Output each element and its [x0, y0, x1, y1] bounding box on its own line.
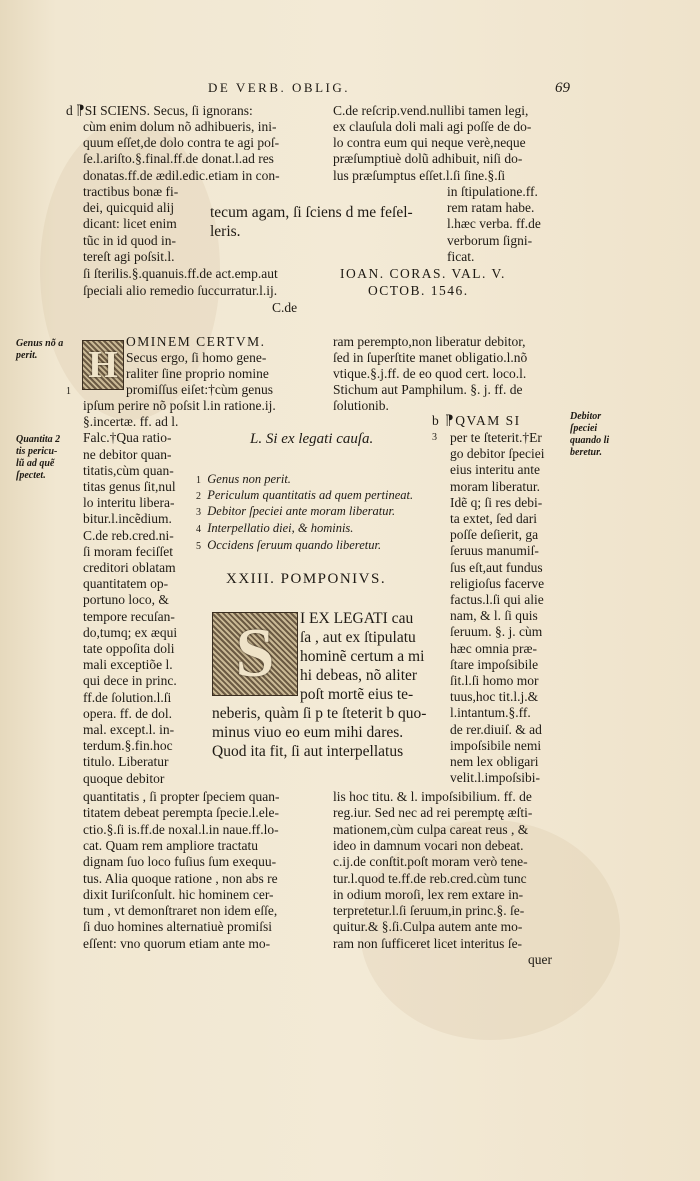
- text-line: do,tumq; ex æqui: [83, 624, 178, 640]
- text-line: l.intantum.§.ff.: [450, 705, 531, 721]
- lex-line: neberis, quàm ſi p te ſteterit b quo-: [212, 705, 427, 722]
- text-line: C.de reſcrip.vend.nullibi tamen legi,: [333, 103, 529, 118]
- inset-line: tecum agam, ſi ſciens d me feſel-: [210, 204, 413, 221]
- text-line: ipſum perire nõ poſsit l.in ratione.ij.: [83, 398, 276, 413]
- text-line: ex clauſula doli mali agi poſſe de do-: [333, 119, 532, 134]
- text-line: ſpeciali alio remedio ſuccurratur.l.ij.: [83, 283, 278, 298]
- text-line: quer: [528, 952, 552, 967]
- text-line: bitur.l.incẽdium.: [83, 511, 172, 527]
- text-line: præſumptiuè dolũ adhibuit, niſi do-: [333, 151, 523, 166]
- text-line: poſſe deſierit, ga: [450, 527, 539, 543]
- margin-note-number: 1: [66, 386, 71, 397]
- text-line: ff.de ſolution.l.ſi: [83, 689, 172, 705]
- text-line: ſeruum. §. j. cùm: [450, 624, 543, 640]
- text-line: c.ij.de conſtit.poſt moram verò tene-: [333, 854, 528, 870]
- margin-note-quantity: tis pericu-: [16, 446, 58, 457]
- lex-line: hominẽ certum a mi: [300, 648, 425, 665]
- text-line: nam, & l. ſi quis: [450, 608, 538, 624]
- page-number: 69: [555, 80, 570, 96]
- text-line: cùm enim dolum nõ adhibueris, ini-: [83, 119, 277, 134]
- text-line: quantitatem op-: [83, 576, 169, 592]
- text-line: ſolutionib.: [333, 398, 389, 413]
- text-line: tempore recuſan-: [83, 608, 175, 624]
- text-line: quitur.& §.ſi.Culpa autem ante mo-: [333, 919, 523, 935]
- decorated-initial-h: [82, 340, 124, 390]
- text-line: dei, quicquid alij: [83, 200, 175, 215]
- text-line: tereſt agi poſsit.l.: [83, 249, 175, 264]
- text-line: dignam ſuo loco fuſius ſum exequu-: [83, 854, 277, 870]
- commentary-head: b ⁋QVAM SI: [432, 413, 521, 428]
- text-line: raliter ſine proprio nomine: [126, 366, 269, 381]
- text-line: nem lex obligari: [450, 754, 539, 769]
- text-line: ſus eſt,aut fundus: [450, 559, 543, 575]
- text-line: C.de reb.cred.ni-: [83, 527, 174, 543]
- text-line: velit.l.impoſsibi-: [450, 770, 540, 786]
- text-line: ideo in damnum vocari non debeat.: [333, 837, 524, 853]
- lex-line: I EX LEGATI cau: [300, 610, 414, 627]
- text-line: verborum ſigni-: [447, 233, 533, 248]
- summary-item: 1 Genus non perit.: [196, 472, 291, 486]
- text-line: quoque debitor: [83, 770, 165, 786]
- text-line: terdum.§.fin.hoc: [83, 738, 173, 754]
- text-line: tate oppoſita doli: [83, 641, 175, 656]
- lex-line: ſa , aut ex ſtipulatu: [300, 629, 416, 646]
- text-line: ta extet, ſed dari: [450, 511, 537, 526]
- text-line: terpretetur.l.ſi ſeruum,in princ.§. ſe-: [333, 903, 525, 919]
- text-line: donatas.ff.de ædil.edic.etiam in con-: [83, 168, 280, 183]
- text-line: per te ſteterit.†Er: [450, 430, 542, 445]
- text-line: titatem debeat perempta ſpecie.l.ele-: [83, 805, 280, 821]
- margin-note-debitor: ſpeciei: [570, 423, 598, 434]
- text-line: moram liberatur.: [450, 478, 540, 494]
- text-line: tus. Alia quoque ratione , non abs re: [83, 870, 278, 886]
- section-title: XXIII. POMPONIVS.: [226, 571, 387, 587]
- text-line: l.hæc verba. ff.de: [447, 216, 541, 231]
- margin-note-quantity: Quantita 2: [16, 434, 61, 445]
- text-line: tuus,hoc tit.l.j.&: [450, 689, 539, 705]
- commentary-number: 3: [432, 432, 437, 443]
- text-line: tractibus bonæ fi-: [83, 184, 179, 199]
- margin-note-debitor: beretur.: [570, 447, 602, 458]
- text-line: tum , vt demonſtraret non idem eſſe,: [83, 903, 278, 919]
- text-line: de rer.diuiſ. & ad: [450, 721, 542, 737]
- margin-note-quantity: ſpectet.: [16, 470, 46, 481]
- text-line: quum eſſet,de dolo contra te agi poſ-: [83, 135, 280, 150]
- running-head: DE VERB. OBLIG.: [208, 80, 350, 95]
- summary-item: 3 Debitor ſpeciei ante moram liberatur.: [196, 504, 396, 518]
- margin-note-debitor: quando li: [570, 435, 610, 446]
- signature-line: OCTOB. 1546.: [368, 283, 469, 298]
- text-line: lo contra eum qui neque verè,neque: [333, 135, 526, 150]
- text-line: titulo. Liberatur: [83, 754, 169, 770]
- margin-note-quantity: lũ ad quẽ: [16, 458, 55, 469]
- text-line: impoſsibile nemi: [450, 737, 542, 753]
- text-line: Falc.†Qua ratio-: [83, 430, 172, 446]
- text-line: tur.l.quod te.ff.de reb.cred.cùm tunc: [333, 870, 527, 886]
- text-line: lo interitu libera-: [83, 495, 175, 511]
- lex-title: L. Si ex legati cauſa.: [250, 431, 374, 447]
- text-line: ficat.: [447, 249, 475, 264]
- text-line: ctio.§.ſi is.ff.de noxal.l.in naue.ff.lo-: [83, 821, 279, 837]
- text-line: ne debitor quan-: [83, 446, 172, 462]
- text-line: lus præſumptus eſſet.l.ſi ſine.§.ſi: [333, 168, 506, 183]
- text-line: lis hoc titu. & l. impoſsibilium. ff. de: [333, 789, 532, 804]
- text-line: creditori oblatam: [83, 560, 176, 575]
- text-line: ram perempto,non liberatur debitor,: [333, 334, 526, 349]
- text-line: dicant: licet enim: [83, 216, 177, 231]
- text-line: reg.iur. Sed nec ad rei peremptę æſti-: [333, 805, 533, 821]
- signature-line: IOAN. CORAS. VAL. V.: [340, 266, 506, 281]
- initial-letter: H: [88, 344, 118, 386]
- text-line: ſi ſterilis.§.quanuis.ff.de act.emp.aut: [83, 266, 278, 281]
- text-line: ſi duo homines alternatiuè promiſsi: [83, 919, 272, 935]
- text-line: d ⁋SI SCIENS. Secus, ſi ignorans:: [66, 103, 253, 118]
- text-line: ſtare impoſsibile: [450, 656, 539, 672]
- text-line: dixit Iuriſconſult. hic hominem cer-: [83, 886, 274, 902]
- text-line: in odium moroſi, lex rem extare in-: [333, 886, 524, 902]
- text-line: ram non ſufficeret licet interitus ſe-: [333, 935, 523, 951]
- text-line: quantitatis , ſi propter ſpeciem quan-: [83, 789, 280, 804]
- summary-item: 2 Periculum quantitatis ad quem pertineat.: [196, 488, 414, 502]
- text-line: Secus ergo, ſi homo gene-: [126, 350, 267, 365]
- lex-line: minus viuo eo eum mihi dares.: [212, 724, 404, 741]
- lex-line: poſt mortẽ eius te-: [300, 686, 414, 703]
- text-line: religioſus facerve: [450, 575, 545, 591]
- text-line: §.incertæ. ff. ad l.: [83, 414, 179, 430]
- text-line: mal. except.l. in-: [83, 722, 175, 737]
- lex-line: Quod ita fit, ſi aut interpellatus: [212, 743, 404, 760]
- text-line: ſed in ſuperſtite manet obligatio.l.nõ: [333, 350, 528, 365]
- text-line: portuno loco, &: [83, 592, 169, 608]
- text-line: ſit.l.ſi homo mor: [450, 673, 539, 688]
- text-line: cat. Quam rem ampliore tractatu: [83, 837, 259, 853]
- text-line: eſſent: vno quorum etiam ante mo-: [83, 935, 271, 951]
- text-line: mali exceptiõe l.: [83, 657, 173, 673]
- initial-letter: S: [235, 615, 275, 692]
- text-line: ſi moram feciſſet: [83, 543, 173, 559]
- text-line: opera. ff. de dol.: [83, 705, 172, 721]
- summary-item: 5 Occidens ſeruum quando liberetur.: [196, 538, 382, 552]
- margin-note-genus: Genus nõ a: [16, 338, 64, 349]
- text-line: factus.l.ſi qui alie: [450, 592, 544, 607]
- text-line: eius interitu ante: [450, 462, 540, 478]
- margin-note-genus: perit.: [16, 350, 38, 361]
- text-line: OMINEM CERTVM.: [126, 334, 266, 349]
- text-line: rem ratam habe.: [447, 200, 535, 215]
- text-line: ſe.l.ariſto.§.final.ff.de donat.l.ad res: [83, 151, 274, 166]
- text-line: mationem,cùm culpa careat reus , &: [333, 821, 529, 837]
- text-line: vtique.§.j.ff. de eo quod cert. loco.l.: [333, 366, 527, 381]
- text-line: in ſtipulatione.ff.: [447, 184, 538, 199]
- text-line: promiſſus eiſet:†cùm genus: [126, 382, 273, 397]
- text-line: qui dece in princ.: [83, 673, 177, 689]
- summary-item: 4 Interpellatio diei, & hominis.: [196, 521, 354, 535]
- text-line: C.de: [272, 300, 298, 315]
- inset-line: leris.: [210, 223, 241, 240]
- text-line: Idẽ q; ſi res debi-: [450, 494, 543, 510]
- text-line: titas genus ſit,nul: [83, 479, 176, 494]
- decorated-initial-s: [212, 612, 298, 696]
- margin-note-debitor: Debitor: [570, 411, 602, 422]
- text-line: hæc omnia præ-: [450, 640, 537, 656]
- text-line: titatis,cùm quan-: [83, 462, 174, 478]
- lex-line: hi debeas, nõ aliter: [300, 667, 418, 684]
- text-line: Stichum aut Pamphilum. §. j. ff. de: [333, 382, 523, 397]
- text-line: go debitor ſpeciei: [450, 446, 545, 462]
- text-line: tũc in id quod in-: [83, 233, 176, 248]
- text-line: ſeruus manumiſ-: [450, 543, 539, 559]
